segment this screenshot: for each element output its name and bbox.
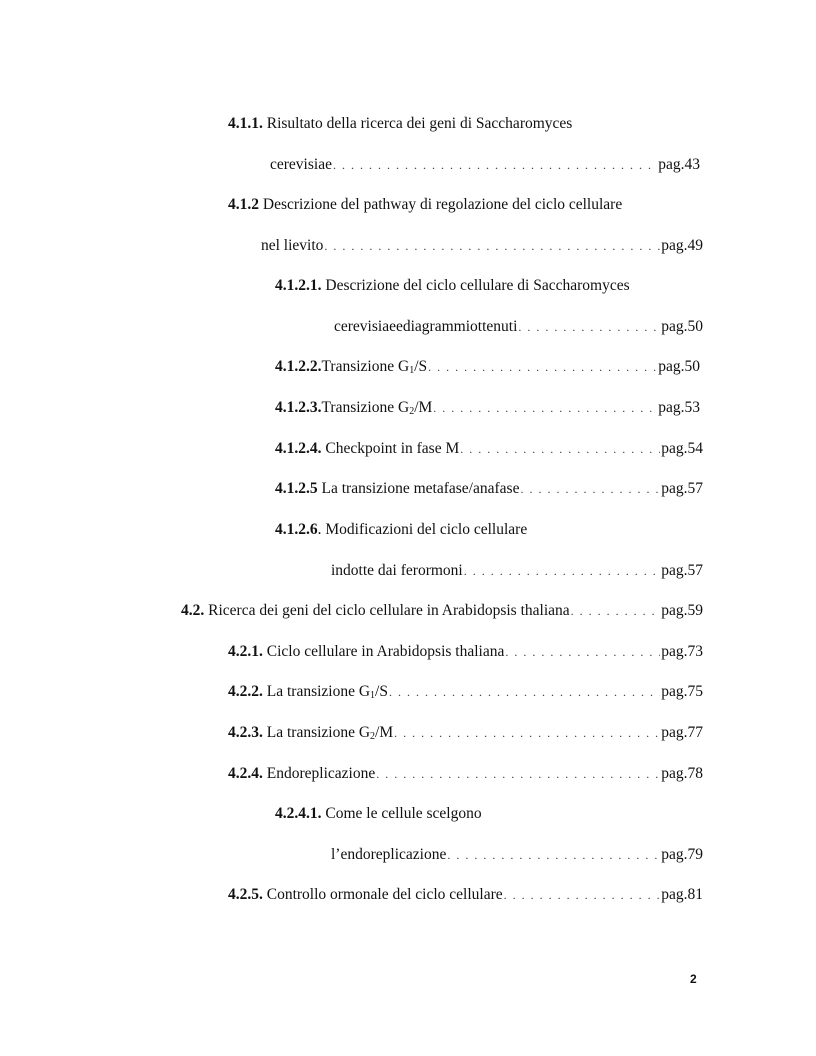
toc-leader-dots [571, 601, 661, 621]
toc-title-text: La transizione G [266, 683, 371, 700]
toc-leader-dots [460, 439, 660, 459]
toc-number: 4.1.2.1. [275, 277, 322, 294]
toc-entry-4-2-4[interactable] [228, 764, 703, 784]
toc-title [228, 885, 503, 905]
toc-entry-4-1-2-6-line2[interactable] [331, 561, 703, 581]
toc-number: 4.2.1. [228, 643, 263, 660]
toc-leader-dots [447, 845, 660, 865]
toc-leader-dots [464, 561, 661, 581]
toc-page-ref: pag.50 [661, 318, 703, 335]
toc-title: l’endoreplicazione [331, 846, 447, 863]
toc-entry-4-2-4-1-line2[interactable] [331, 845, 703, 865]
toc-leader-dots [324, 236, 660, 256]
toc-leader-dots [376, 764, 660, 784]
toc-title [228, 723, 393, 743]
toc-entry-4-1-2-1-line1 [275, 276, 630, 296]
toc-entry-4-2-1[interactable] [228, 642, 703, 662]
toc-title-text: Controllo ormonale del ciclo cellulare [266, 886, 503, 903]
toc-title [275, 479, 519, 499]
toc-number: 4.2.3. [228, 724, 263, 741]
toc-title-word: e [395, 318, 403, 335]
toc-page-ref: pag.81 [661, 886, 703, 903]
toc-title-text: /M [414, 399, 433, 416]
toc-page-ref: pag.50 [658, 358, 700, 375]
toc-page-ref: pag.53 [658, 399, 700, 416]
toc-title-word: cerevisiae [334, 318, 396, 335]
toc-title [228, 642, 504, 662]
toc-title: Descrizione del ciclo cellulare di Saccharomyces [325, 277, 630, 294]
toc-title [181, 601, 570, 621]
toc-entry-4-1-2-6-line1 [275, 520, 527, 540]
toc-title: . Modificazioni del ciclo cellulare [317, 521, 528, 538]
toc-number: 4.2.2. [228, 683, 263, 700]
toc-page-ref: pag.59 [661, 602, 703, 619]
toc-title: cerevisiae [270, 156, 332, 173]
toc-title [275, 439, 459, 459]
toc-entry-4-1-2-line1 [228, 195, 622, 215]
toc-leader-dots [428, 357, 657, 377]
toc-subscript: 2 [409, 406, 415, 417]
toc-leader-dots [520, 479, 660, 499]
toc-entry-4-2-3[interactable] [228, 723, 703, 743]
toc-title [228, 764, 375, 784]
toc-entry-4-1-2-line2[interactable] [261, 236, 703, 256]
toc-page-ref: pag.79 [661, 846, 703, 863]
toc-title-text: Transizione G [321, 399, 410, 416]
toc-leader-dots [389, 682, 660, 702]
toc-number: 4.1.2 [228, 196, 259, 213]
page-number: 2 [690, 972, 697, 986]
toc-leader-dots [518, 317, 660, 337]
toc-title-text: Transizione G [321, 358, 410, 375]
toc-number: 4.1.2.6 [275, 521, 318, 538]
toc-title-text: La transizione metafase/anafase [321, 480, 520, 497]
toc-entry-4-1-2-3[interactable] [275, 398, 700, 418]
toc-number: 4.2.4.1. [275, 805, 322, 822]
toc-entry-4-2[interactable] [181, 601, 703, 621]
toc-page-ref: pag.54 [661, 440, 703, 457]
toc-leader-dots [504, 885, 661, 905]
toc-page-ref: pag.49 [661, 237, 703, 254]
toc-title [275, 398, 432, 418]
toc-title: nel lievito [261, 237, 324, 254]
toc-page-ref: pag.75 [661, 683, 703, 700]
toc-subscript: 1 [409, 365, 415, 376]
toc-entry-4-1-2-1-line2[interactable] [334, 317, 703, 337]
toc-number: 4.1.2.3. [275, 399, 322, 416]
toc-subscript: 2 [370, 731, 376, 742]
toc-title-text: Ciclo cellulare in Arabidopsis thaliana [266, 643, 505, 660]
toc-entry-4-1-2-4[interactable] [275, 439, 703, 459]
toc-number: 4.1.2.4. [275, 440, 322, 457]
toc-title: Risultato della ricerca dei geni di Saccharomyces [266, 115, 573, 132]
toc-page-ref: pag.43 [658, 156, 700, 173]
toc-title-word: diagrammi [402, 318, 471, 335]
toc-page-ref: pag.77 [661, 724, 703, 741]
toc-title [228, 682, 388, 702]
toc-title [275, 357, 427, 377]
toc-title: Descrizione del pathway di regolazione del ciclo cellulare [262, 196, 623, 213]
toc-entry-4-2-2[interactable] [228, 682, 703, 702]
toc-entry-4-1-1-line1 [228, 114, 572, 134]
toc-page-ref: pag.57 [661, 562, 703, 579]
toc-title-text: /M [375, 724, 394, 741]
toc-number: 4.1.2.2. [275, 358, 322, 375]
toc-title-text: /S [414, 358, 428, 375]
toc-page-ref: pag.57 [661, 480, 703, 497]
toc-title-text: La transizione G [266, 724, 371, 741]
toc-entry-4-2-4-1-line1 [275, 804, 482, 824]
toc-title-word: ottenuti [470, 318, 518, 335]
toc-entry-4-1-2-2[interactable] [275, 357, 700, 377]
toc-title: indotte dai ferormoni [331, 562, 463, 579]
toc-entry-4-1-2-5[interactable] [275, 479, 703, 499]
toc-number: 4.1.1. [228, 115, 263, 132]
toc-leader-dots [394, 723, 660, 743]
toc-title-text: Ricerca dei geni del ciclo cellulare in Arabidopsis thaliana [208, 602, 570, 619]
toc-subscript: 1 [370, 690, 376, 701]
toc-title-text: /S [375, 683, 388, 700]
toc-entry-4-1-1-line2[interactable] [270, 155, 700, 175]
toc-number: 4.2.4. [228, 765, 263, 782]
toc-leader-dots [433, 398, 657, 418]
toc-title-text: Endoreplicazione [266, 765, 376, 782]
toc-number: 4.2.5. [228, 886, 263, 903]
toc-entry-4-2-5[interactable] [228, 885, 703, 905]
toc-title-text: Checkpoint in fase M [325, 440, 460, 457]
toc-title [334, 317, 517, 337]
toc-leader-dots [333, 155, 657, 175]
toc-leader-dots [505, 642, 660, 662]
toc-number: 4.1.2.5 [275, 480, 318, 497]
toc-title: Come le cellule scelgono [325, 805, 482, 822]
toc-page-ref: pag.78 [661, 765, 703, 782]
toc-page-ref: pag.73 [661, 643, 703, 660]
toc-number: 4.2. [181, 602, 205, 619]
